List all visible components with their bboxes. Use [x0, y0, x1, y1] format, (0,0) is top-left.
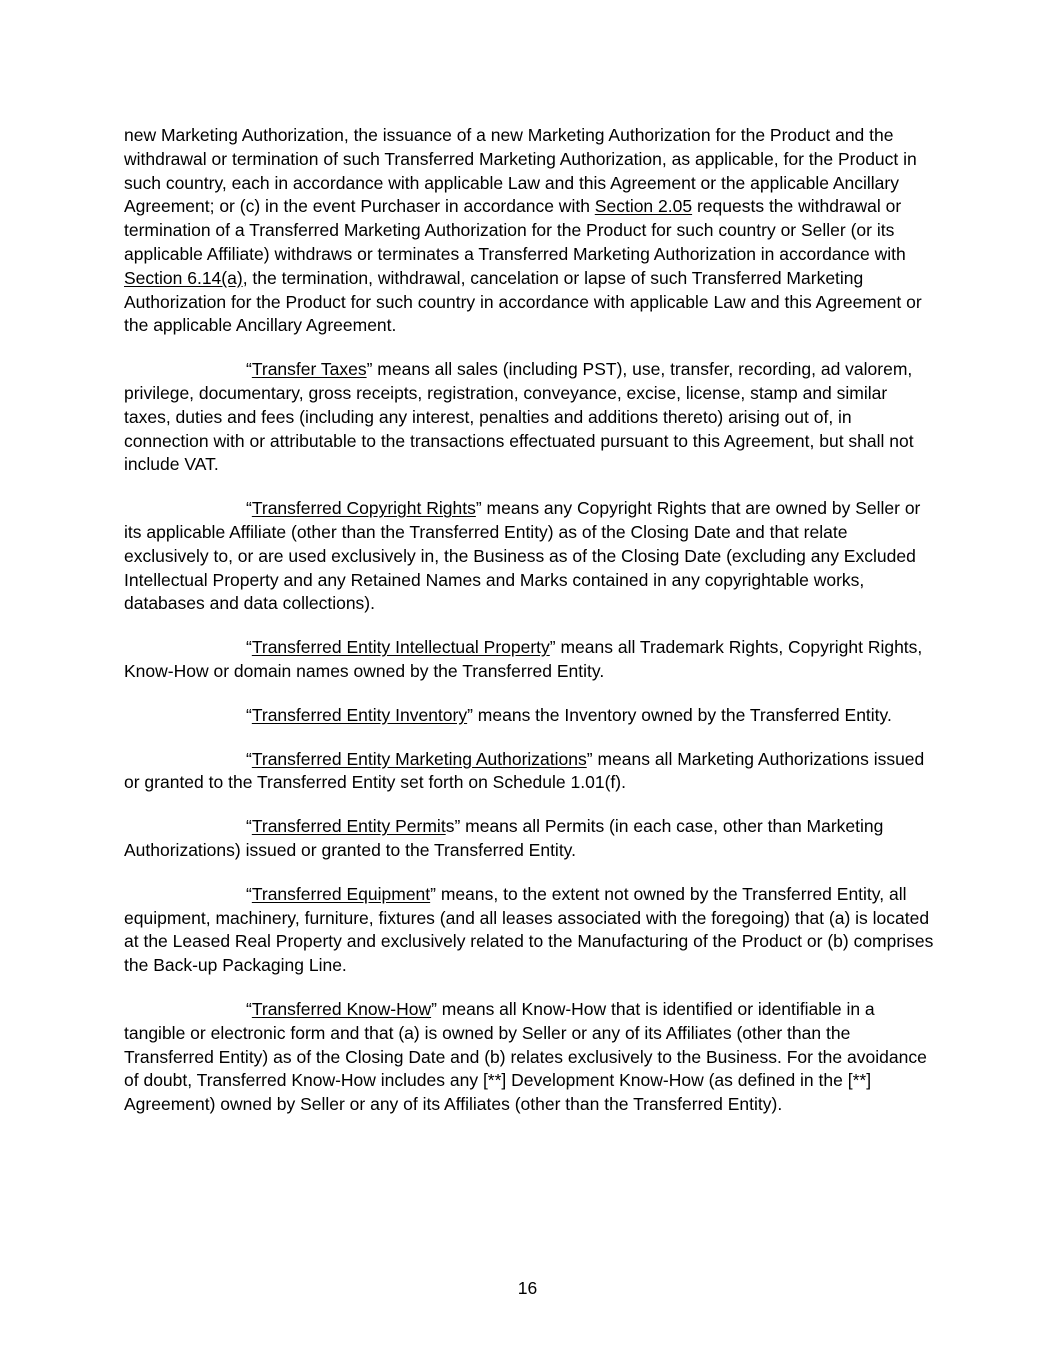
- paragraph-text: “: [246, 883, 252, 904]
- paragraph-text: “: [246, 359, 252, 380]
- defined-term: Transferred Entity Permit: [251, 816, 446, 837]
- defined-term: Transferred Entity Inventory: [251, 704, 468, 725]
- paragraph-text: “: [246, 816, 252, 837]
- document-page: [124, 124, 936, 1137]
- paragraph-text: ” means all Marketing Authorizations issued or granted to the Transferred Entity set forth on Schedule 1.01(f).: [124, 748, 925, 793]
- paragraph-text: “: [246, 748, 252, 769]
- paragraph-transferred-entity-marketing-authorizations: [124, 748, 936, 796]
- defined-term: Transferred Copyright Rights: [251, 498, 476, 519]
- paragraph-transferred-equipment: [124, 883, 936, 978]
- paragraph-text: s” means all Permits (in each case, other than Marketing Authorizations) issued or granted to the Transferred Entity.: [124, 816, 884, 860]
- paragraph-text: “: [246, 637, 252, 658]
- paragraph-transferred-entity-inventory: [124, 704, 936, 728]
- paragraph-text: ” means, to the extent not owned by the Transferred Entity, all equipment, machinery, furniture, fixtures (and all leases associated with the foregoing) that (a) is located at the Leased Real Property and exclusively related to the Manufacturing of the Product or (b) comprises the Back-up Packaging Line.: [124, 883, 934, 976]
- paragraph-text: ” means the Inventory owned by the Transferred Entity.: [467, 704, 892, 725]
- paragraph-transferred-entity-ip: [124, 636, 936, 684]
- defined-term: Section 6.14(a): [124, 267, 243, 288]
- paragraph-transferred-copyright-rights: [124, 497, 936, 616]
- paragraph-cont: [124, 124, 936, 338]
- paragraph-transferred-know-how: [124, 998, 936, 1117]
- page-number: 16: [517, 1278, 538, 1298]
- defined-term: Transferred Know-How: [251, 998, 432, 1019]
- paragraph-text: , the termination, withdrawal, cancelation or lapse of such Transferred Marketing Authorization for the Product for such country in accordance with applicable Law and this Agreement or the applicable Ancillary Agreement.: [124, 267, 922, 336]
- defined-term: Transfer Taxes: [251, 359, 367, 380]
- paragraph-text: ” means any Copyright Rights that are owned by Seller or its applicable Affiliate (other than the Transferred Entity) as of the Closing Date and that relate exclusively to, or are used exclusively in, the Business as of the Closing Date (excluding any Excluded Intellectual Property and any Retained Names and Marks contained in any copyrightable works, databases and data collections).: [124, 498, 921, 614]
- paragraph-text: ” means all sales (including PST), use, transfer, recording, ad valorem, privilege, documentary, gross receipts, registration, conveyance, excise, license, stamp and similar taxes, duties and fees (including any interest, penalties and additions thereto) arising out of, in connection with or attributable to the transactions effectuated pursuant to this Agreement, but shall not include VAT.: [124, 359, 914, 475]
- paragraph-transferred-entity-permits: [124, 815, 936, 863]
- paragraph-text: requests the withdrawal or termination of a Transferred Marketing Authorization for the Product for such country or Seller (or its applicable Affiliate) withdraws or terminates a Transferred Marketing Authorization in accordance with: [124, 196, 906, 264]
- paragraph-text: “: [246, 704, 252, 725]
- paragraph-text: ” means all Know-How that is identified or identifiable in a tangible or electronic form and that (a) is owned by Seller or any of its Affiliates (other than the Transferred Entity) as of the Closing Date and (b) relates exclusively to the Business. For the avoidance of doubt, Transferred Know-How includes any [**] Development Know-How (as defined in the [**] Agreement) owned by Seller or any of its Affiliates (other than the Transferred Entity).: [124, 998, 927, 1115]
- defined-term: Transferred Entity Marketing Authorizations: [251, 748, 587, 769]
- paragraph-transfer-taxes: [124, 358, 936, 477]
- paragraph-text: “: [246, 498, 252, 519]
- paragraph-text: “: [246, 998, 252, 1019]
- defined-term: Transferred Equipment: [251, 883, 431, 904]
- paragraph-text: new Marketing Authorization, the issuance of a new Marketing Authorization for the Product and the withdrawal or termination of such Transferred Marketing Authorization, as applicable, for the Product in such country, each in accordance with applicable Law and this Agreement or the applicable Ancillary Agreement; or (c) in the event Purchaser in accordance with: [124, 125, 917, 217]
- paragraph-text: ” means all Trademark Rights, Copyright Rights, Know-How or domain names owned by the Transferred Entity.: [124, 637, 923, 681]
- defined-term: Transferred Entity Intellectual Property: [251, 637, 550, 658]
- defined-term: Section 2.05: [594, 196, 693, 217]
